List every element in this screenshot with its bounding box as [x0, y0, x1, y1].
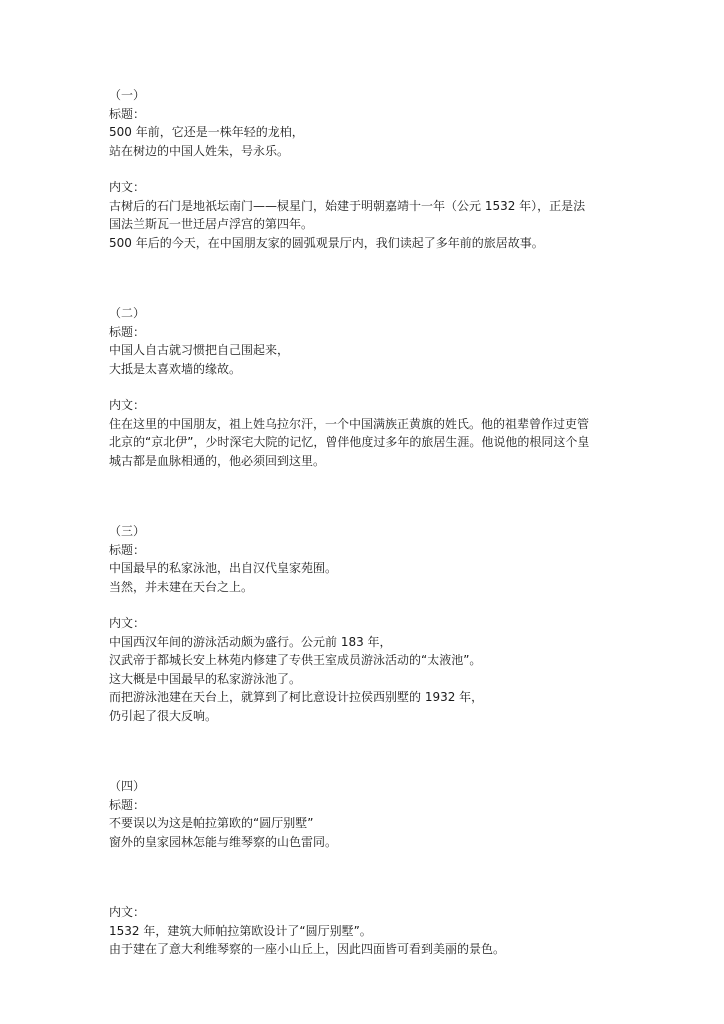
body-line: 而把游泳池建在天台上，就算到了柯比意设计拉侯西别墅的 1932 年，: [109, 690, 484, 704]
title-label: 标题：: [109, 797, 146, 812]
body-line: 500 年后的今天，在中国朋友家的圆弧观景厅内，我们读起了多年前的旅居故事。: [109, 235, 544, 250]
title-line: 中国人自古就习惯把自己围起来，: [109, 343, 290, 357]
body-label: 内文：: [109, 398, 146, 412]
section-2: [109, 304, 629, 470]
body-line: 中国西汉年间的游泳活动颇为盛行。公元前 183 年，: [109, 634, 392, 649]
body-line: 城古都是血脉相通的，他必须回到这里。: [109, 453, 326, 468]
body-label: 内文：: [109, 616, 146, 630]
body-line: 北京的“京北伊”，少时深宅大院的记忆，曾伴他度过多年的旅居生涯。他说他的根同这个皇: [109, 435, 590, 449]
title-line: 500 年前，它还是一株年轻的龙柏，: [109, 125, 304, 139]
title-line: 站在树边的中国人姓朱，号永乐。: [109, 143, 290, 158]
section-number: （二）: [109, 306, 146, 320]
body-line: 由于建在了意大利维琴察的一座小山丘上，因此四面皆可看到美丽的景色。: [109, 942, 506, 956]
body-line: 这大概是中国最早的私家游泳池了。: [109, 671, 302, 686]
section-1: [109, 86, 629, 252]
section-number: （四）: [109, 779, 146, 793]
body-line: 古树后的石门是地祇坛南门——棂星门，始建于明朝嘉靖十一年（公元 1532 年），正是法: [109, 198, 586, 213]
body-label: 内文：: [109, 180, 146, 194]
body-label: 内文：: [109, 905, 146, 919]
body-line: 住在这里的中国朋友，祖上姓乌拉尔汗，一个中国满族正黄旗的姓氏。他的祖辈曾作过吏管: [109, 416, 590, 431]
section-3: [109, 522, 629, 725]
body-line: 1532 年，建筑大师帕拉第欧设计了“圆厅别墅”。: [109, 923, 372, 938]
title-line: 大抵是太喜欢墙的缘故。: [109, 361, 242, 376]
title-line: 不要误以为这是帕拉第欧的“圆厅别墅”: [109, 816, 314, 830]
section-number: （三）: [109, 524, 146, 538]
title-line: 中国最早的私家泳池，出自汉代皇家苑囿。: [109, 561, 338, 575]
title-label: 标题：: [109, 324, 146, 339]
document-page: [109, 86, 629, 959]
title-line: 当然，并未建在天台之上。: [109, 579, 254, 594]
body-line: 仍引起了很大反响。: [109, 708, 218, 723]
section-4: [109, 777, 629, 959]
title-label: 标题：: [109, 106, 146, 121]
title-label: 标题：: [109, 542, 146, 557]
body-line: 汉武帝于都城长安上林苑内修建了专供王室成员游泳活动的“太液池”。: [109, 653, 482, 667]
title-line: 窗外的皇家园林怎能与维琴察的山色雷同。: [109, 834, 338, 849]
body-line: 国法兰斯瓦一世迁居卢浮宫的第四年。: [109, 217, 314, 231]
section-number: （一）: [109, 88, 146, 102]
